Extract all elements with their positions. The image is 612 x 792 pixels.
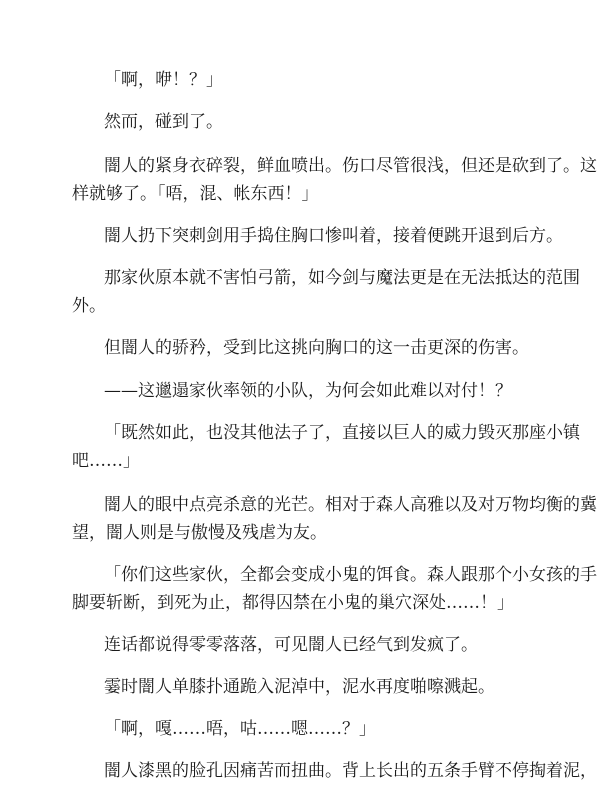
text-line: 那家伙原本就不害怕弓箭，如今剑与魔法更是在无法抵达的范围 (104, 268, 580, 289)
dialogue-line: 吧……」 (72, 451, 140, 471)
dialogue-line: 「你们这些家伙，全都会变成小鬼的饵食。森人跟那个小女孩的手 (104, 564, 597, 585)
text-line: 然而，碰到了。 (104, 111, 223, 132)
text-line: 但闇人的骄矜，受到比这挑向胸口的这一击更深的伤害。 (104, 338, 529, 359)
text-line: 霎时闇人单膝扑通跪入泥淖中，泥水再度啪嚓溅起。 (104, 677, 495, 698)
text-line: 连话都说得零零落落，可见闇人已经气到发疯了。 (104, 634, 478, 655)
dialogue-line: 脚要斩断，到死为止，都得囚禁在小鬼的巢穴深处……！」 (72, 592, 514, 613)
dialogue-line: 「啊，咿！？」 (104, 70, 223, 90)
dialogue-line: 「啊，嘎……唔，咕……嗯……？」 (104, 719, 376, 740)
text-line: 样就够了。「唔，混、帐东西！」 (72, 183, 319, 204)
text-line: 闇人的眼中点亮杀意的光芒。相对于森人高雅以及对万物均衡的冀 (104, 494, 597, 515)
text-line: 望，闇人则是与傲慢及残虐为友。 (72, 522, 327, 543)
text-line: 外。 (72, 296, 106, 317)
dialogue-line: 「既然如此，也没其他法子了，直接以巨人的威力毁灭那座小镇 (104, 422, 580, 443)
text-line: 闇人漆黑的脸孔因痛苦而扭曲。背上长出的五条手臂不停掏着泥， (104, 761, 597, 781)
text-line: 闇人的紧身衣碎裂，鲜血喷出。伤口尽管很浅，但还是砍到了。这 (104, 155, 597, 176)
text-line: 闇人扔下突刺剑用手捣住胸口惨叫着，接着便跳开退到后方。 (104, 225, 563, 246)
text-line: ——这邋遢家伙率领的小队，为何会如此难以对付！？ (104, 380, 512, 401)
